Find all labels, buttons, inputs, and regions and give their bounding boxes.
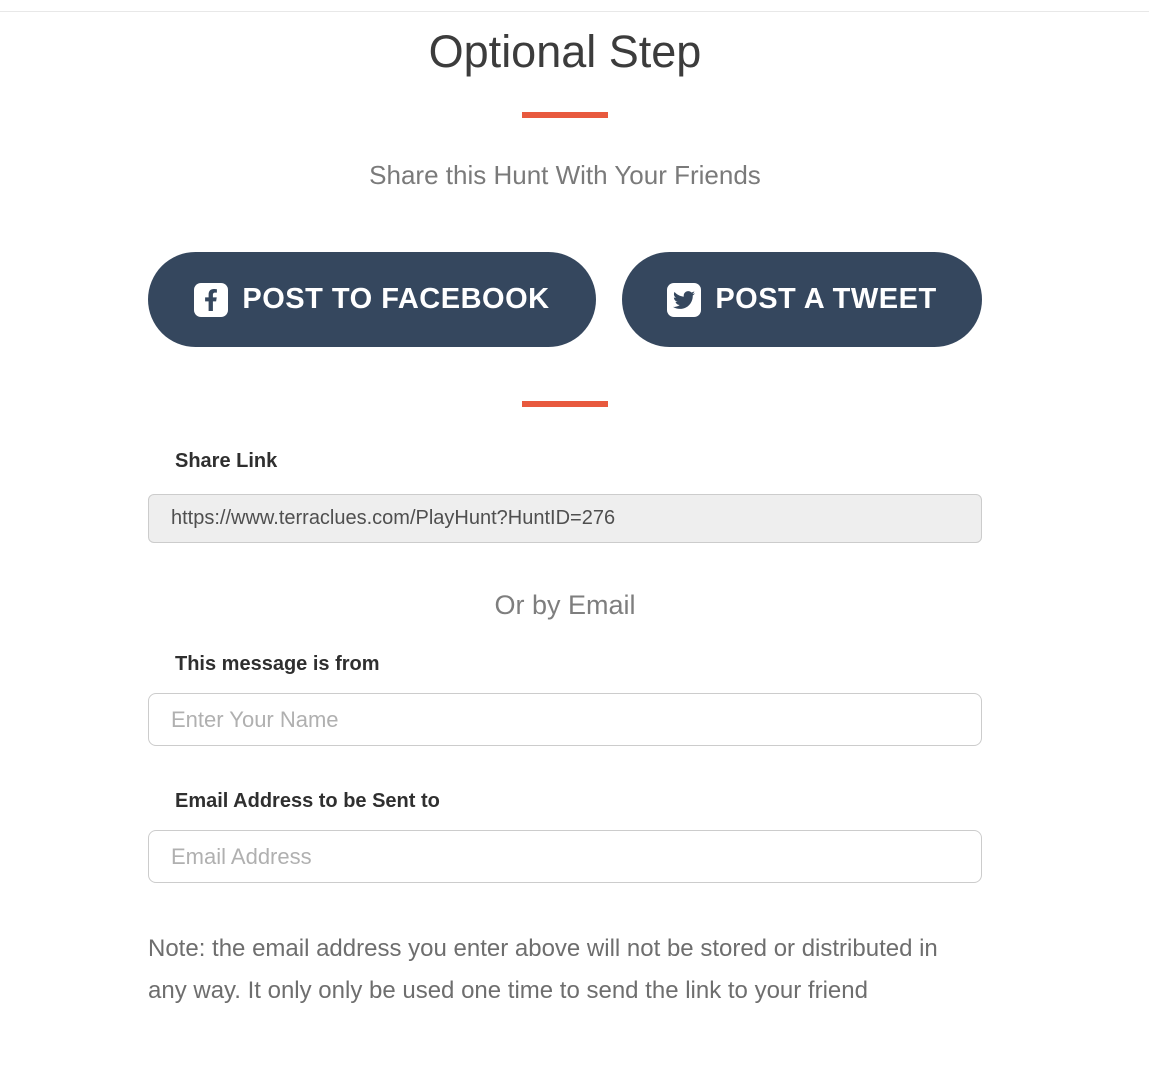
sender-name-input[interactable] [148, 693, 982, 746]
accent-divider-middle [522, 401, 608, 407]
post-a-tweet-button[interactable] [622, 252, 982, 347]
post-a-tweet-label: POST A TWEET [715, 283, 937, 315]
recipient-email-input[interactable] [148, 830, 982, 883]
post-to-facebook-label: POST TO FACEBOOK [242, 283, 550, 315]
optional-step-panel [148, 25, 982, 1012]
message-from-label: This message is from [175, 653, 380, 675]
twitter-icon [667, 283, 701, 317]
or-by-email-heading: Or by Email [494, 590, 636, 620]
social-buttons-row [148, 252, 982, 347]
accent-divider-top [522, 112, 608, 118]
share-subtitle: Share this Hunt With Your Friends [369, 160, 761, 190]
facebook-icon [194, 283, 228, 317]
email-address-label: Email Address to be Sent to [175, 790, 440, 812]
top-border-rule [0, 11, 1149, 12]
share-link-input[interactable] [148, 494, 982, 543]
page-title: Optional Step [428, 26, 702, 77]
privacy-note: Note: the email address you enter above will not be stored or distributed in any way. It only only be used one time to send the link to your friend [148, 935, 938, 1004]
post-to-facebook-button[interactable] [148, 252, 596, 347]
share-link-label: Share Link [175, 450, 278, 472]
